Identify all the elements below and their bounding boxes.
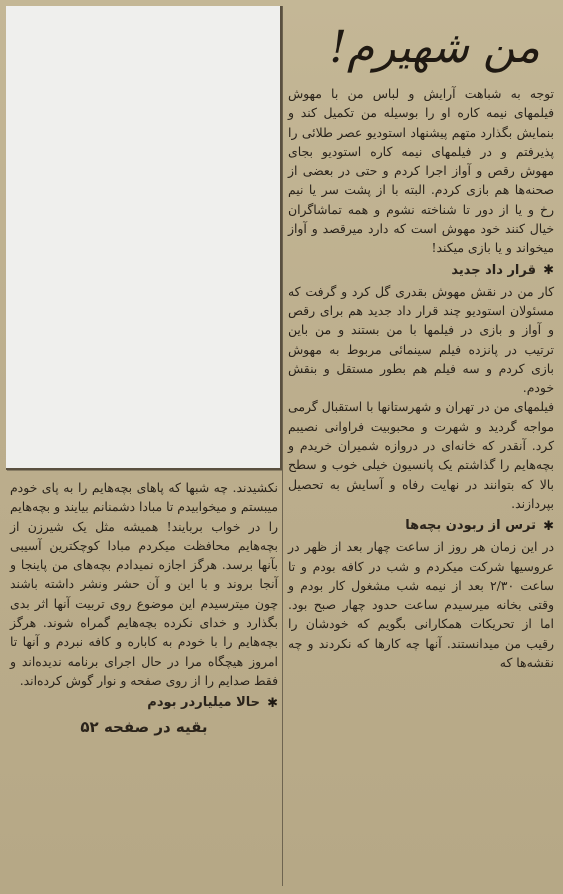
continued-on-page: بقیه در صفحه ۵۲ <box>80 718 208 737</box>
asterisk-star-icon: ✱ <box>267 695 278 711</box>
article-paragraph: فیلمهای من در تهران و شهرستانها با استقبال گرمی مواجه گردید و شهرت و محبوبیت فراوانی نصیبم کرد. آنقدر که خانه‌ای در دروازه شمیران خریدم و بچه‌هایم را گذاشتم یک پانسیون خیلی خوب و سطح بالا که بتوانند در نهایت رفاه و آسایش به تحصیل بپردازند. <box>288 399 554 511</box>
asterisk-star-icon: ✱ <box>543 518 554 534</box>
photo-area <box>6 6 282 470</box>
section-heading <box>10 692 278 714</box>
left-column <box>10 478 278 888</box>
right-column <box>288 8 554 888</box>
section-heading-text: ترس از ربودن بچه‌ها <box>405 518 536 534</box>
article-paragraph: توجه به شباهت آرایش و لباس من با مهوش فیلمهای نیمه کاره او را بوسیله من تکمیل کند و بنمایش بگذارد متهم پیشنهاد استودیو عصر طلائی را پذیرفتم و در فیلمهای نیمه کاره استودیو بجای مهوش رقص و آواز اجرا کردم و حتی در بعضی از صحنه‌ها هم بازی کردم. البته با از پشت سر یا نیم رخ و یا از دور تا شناخته نشوم و همه تماشاگران خیال کنند خود مهوش است که دارد میرقصد و آواز میخواند و یا بازی میکند! <box>288 86 554 256</box>
section-heading <box>288 260 554 282</box>
section-heading-text: حالا میلیاردر بودم <box>147 695 260 711</box>
article-paragraph: نکشیدند. چه شبها که پاهای بچه‌هایم را به پای خودم میبستم و میخوابیدم تا مبادا دشمنانم بیایند و بچه‌هایم را در خواب بربایند! همیشه مثل یک شیرزن از بچه‌هایم محافظت میکردم مبادا کوچکترین آسیبی بآنها برسد. هرگز اجازه نمیدادم بچه‌های من پاینجا و آنجا بروند و با این و آن حشر ونشر داشته باشند چون میترسیدم این موضوع روی تربیت آنها اثر بدی بگذارد و خدای نکرده بچه‌هایم گمراه شوند. هرگز بچه‌هایم را با خودم به کاباره و کافه نبردم و آنها تا امروز هیچگاه مرا در حال اجرای برنامه ندیده‌اند و فقط صدایم را از روی صفحه و نوار گوش کرده‌اند. <box>10 480 278 688</box>
column-divider <box>282 6 283 886</box>
section-heading-text: قرار داد جدید <box>451 262 536 278</box>
article-paragraph: در این زمان هر روز از ساعت چهار بعد از ظهر در عروسیها شرکت میکردم و شب در کافه بودم و تا ساعت ۲/۳۰ بعد از نیمه شب مشغول کار بودم و وقتی بخانه میرسیدم ساعت حدود چهار صبح بود. اما از تحریکات همکارانی بگویم که خودشان را رقیب من میدانستند. آنها چه کارها که نکردند و چه نقشه‌ها که <box>288 539 554 671</box>
article-paragraph: کار من در نقش مهوش بقدری گل کرد و گرفت که مسئولان استودیو چند قرار داد جدید هم برای رقص و آواز و بازی در فیلمها با من بستند و من باین ترتیب در پانزده فیلم سینمائی مربوط به مهوش بازی کردم و سه فیلم هم بطور مستقل و بنقش خودم. <box>288 283 554 396</box>
asterisk-star-icon: ✱ <box>543 263 554 279</box>
headline: من شهیرم! <box>329 22 540 73</box>
section-heading <box>288 515 554 537</box>
